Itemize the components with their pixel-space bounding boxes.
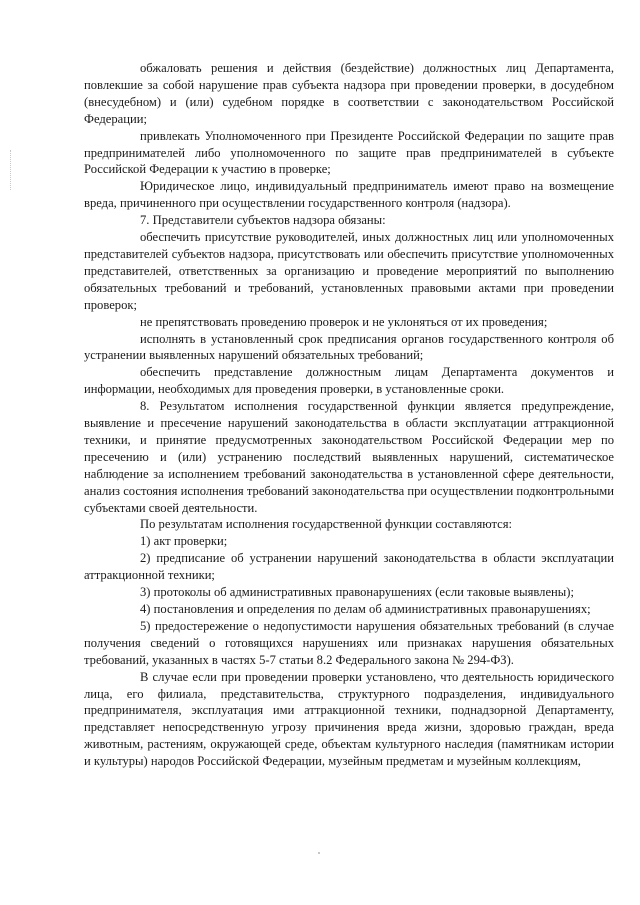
obligation-execute-orders: исполнять в установленный срок предписания органов государственного контроля об устранении выявленных нарушений обязательных требований; xyxy=(84,331,614,363)
result-item-4: 4) постановления и определения по делам об административных правонарушениях; xyxy=(140,602,591,616)
result-item-3: 3) протоколы об административных правонарушениях (если таковые выявлены); xyxy=(140,585,574,600)
paragraph-appeal-right: обжаловать решения и действия (бездействие) должностных лиц Департамента, повлекшие за собой нарушение прав субъекта надзора при проведении проверки, в досудебном (внесудебном) и (или) судебном порядке в соответствии с законодательством Российской Федерации; xyxy=(84,61,614,126)
scan-speck xyxy=(318,852,320,854)
result-item-5: 5) предостережение о недопустимости нарушения обязательных требований (в случае получения сведений о готовящихся нарушениях или признаках нарушения обязательных требований, указанных в частях 5-7 статьи 8.2 Федерального закона № 294-ФЗ). xyxy=(84,618,614,667)
section-7-heading: 7. Представители субъектов надзора обязаны: xyxy=(140,213,386,228)
obligation-provide-documents: обеспечить представление должностным лицам Департамента документов и информации, необходимых для проведения проверки, в установленные сроки. xyxy=(84,365,614,397)
paragraph-compensation-right: Юридическое лицо, индивидуальный предприниматель имеют право на возмещение вреда, причиненного при осуществлении государственного контроля (надзора). xyxy=(84,179,614,211)
results-intro: По результатам исполнения государственной функции составляются: xyxy=(140,517,513,532)
scan-margin-mark xyxy=(10,150,15,190)
paragraph-immediate-threat: В случае если при проведении проверки установлено, что деятельность юридического лица, его филиала, представительства, структурного подразделения, индивидуального предпринимателя, эксплуатация ими аттракционной техники, поднадзорной Департаменту, представляет непосредственную угрозу причинения вреда жизни, здоровью граждан, вреда животным, растениям, окружающей среде, объектам культурного наследия (памятникам истории и культуры) народов Российской Федерации, музейным предметам и музейным коллекциям, xyxy=(84,669,614,769)
obligation-not-obstruct: не препятствовать проведению проверок и не уклоняться от их проведения; xyxy=(140,314,548,329)
result-item-2: 2) предписание об устранении нарушений законодательства в области эксплуатации аттракционной техники; xyxy=(84,551,614,583)
obligation-ensure-presence: обеспечить присутствие руководителей, иных должностных лиц или уполномоченных представителей субъектов надзора, присутствовать или обеспечить присутствие уполномоченных представителей, ответственных за организацию и проведение мероприятий по выполнению обязательных требований и требований, установленных правовыми актами при проведении проверок; xyxy=(84,230,614,312)
paragraph-ombudsman-right: привлекать Уполномоченного при Президенте Российской Федерации по защите прав предпринимателей либо уполномоченного по защите прав предпринимателей в субъекте Российской Федерации к участию в проверке; xyxy=(84,128,614,177)
section-8-result: 8. Результатом исполнения государственной функции является предупреждение, выявление и пресечение нарушений законодательства в области эксплуатации аттракционной техники, и принятие предусмотренных законодательством Российской Федерации мер по пресечению и (или) устранению последствий выявленных нарушений, систематическое наблюдение за исполнением требований законодательства в установленной сфере деятельности, анализ состояния исполнения требований законодательства при осуществлении подконтрольными субъектами своей деятельности. xyxy=(84,399,614,515)
document-body xyxy=(84,60,614,770)
result-item-1: 1) акт проверки; xyxy=(140,534,228,549)
